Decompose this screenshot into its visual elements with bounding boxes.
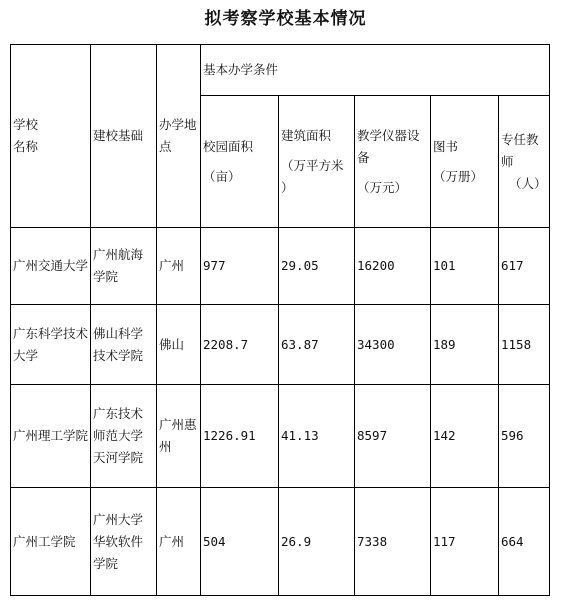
cell-teachers: 596 [499,385,550,488]
cell-school-name: 广州交通大学 [11,228,91,305]
header-location: 办学地点 [157,45,201,228]
header-campus-area [201,96,279,228]
cell-campus-area: 977 [201,228,279,305]
header-building-area [279,96,355,228]
header-books-unit: （万册） [433,168,484,184]
header-school-line1: 学校 [13,117,39,132]
header-school-name [11,45,91,228]
cell-equipment: 34300 [355,305,431,385]
header-equipment-label: 教学仪器设备 [357,127,420,165]
cell-location: 广州 [157,228,201,305]
cell-books: 189 [431,305,499,385]
cell-basis: 广东技术师范大学天河学院 [91,385,157,488]
header-school-line2: 名称 [13,139,39,154]
cell-school-name: 广州理工学院 [11,385,91,488]
cell-basis: 广州航海学院 [91,228,157,305]
cell-books: 142 [431,385,499,488]
table-row [11,228,550,305]
header-books-label: 图书 [433,138,459,154]
cell-location: 广州惠州 [157,385,201,488]
cell-equipment: 16200 [355,228,431,305]
cell-basis: 佛山科学技术学院 [91,305,157,385]
header-building-area-label: 建筑面积 [281,127,332,143]
cell-location: 广州 [157,488,201,596]
cell-building-area: 41.13 [279,385,355,488]
cell-campus-area: 2208.7 [201,305,279,385]
cell-books: 117 [431,488,499,596]
page-title: 拟考察学校基本情况 [204,9,367,29]
header-teachers [499,96,550,228]
cell-teachers: 664 [499,488,550,596]
cell-teachers: 617 [499,228,550,305]
school-info-table [10,44,550,596]
header-teachers-unit: （人） [509,175,547,191]
header-equipment [355,96,431,228]
header-teachers-label: 专任教师 [501,131,539,169]
header-building-area-unit: （万平方米 [281,157,344,173]
header-campus-area-unit: （亩） [203,168,241,184]
cell-equipment: 7338 [355,488,431,596]
header-campus-area-label: 校园面积 [203,138,254,154]
header-building-area-unit-end: ） [281,179,294,195]
cell-school-name: 广州工学院 [11,488,91,596]
header-row-group [11,45,550,96]
cell-teachers: 1158 [499,305,550,385]
cell-campus-area: 1226.91 [201,385,279,488]
header-basic-conditions: 基本办学条件 [201,45,550,96]
header-basis: 建校基础 [91,45,157,228]
cell-campus-area: 504 [201,488,279,596]
cell-books: 101 [431,228,499,305]
table-row [11,305,550,385]
cell-school-name: 广东科学技术大学 [11,305,91,385]
cell-building-area: 29.05 [279,228,355,305]
cell-building-area: 63.87 [279,305,355,385]
table-row [11,488,550,596]
cell-basis: 广州大学华软软件学院 [91,488,157,596]
cell-building-area: 26.9 [279,488,355,596]
cell-equipment: 8597 [355,385,431,488]
table-row [11,385,550,488]
cell-location: 佛山 [157,305,201,385]
header-books [431,96,499,228]
header-equipment-unit: （万元） [357,179,408,195]
